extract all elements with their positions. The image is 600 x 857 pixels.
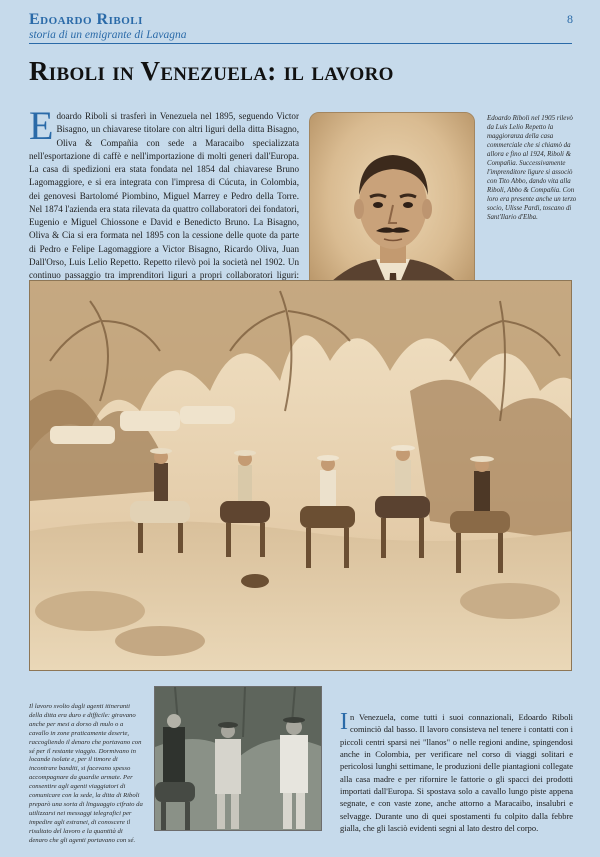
header-divider bbox=[29, 43, 572, 44]
agents-caption: Il lavoro svolto dagli agenti itineranti della ditta era duro e difficile: giravano anche per mesi a dorso di mulo o a cavallo in zone praticamente deserte, raccogliendo il denaro che portavano con sé per il restante viaggio. Dormivano in locande isolate e, per il timore di incontrare banditi, si facevano spesso accompagnare da guardie armate. Per consentire agli agenti viaggiatori di comunicare con la sede, la ditta di Riboli preparò una sorta di linguaggio cifrato da utilizzarsi nei messaggi telegrafici per impedire agli estranei, di conoscere il risultato del lavoro e la quantità di denaro che gli agenti portavano con sé. bbox=[29, 703, 143, 844]
jungle-group-illustration bbox=[155, 687, 322, 831]
venezuela-dropcap: I bbox=[340, 709, 348, 735]
intro-dropcap: E bbox=[29, 103, 54, 148]
portrait-caption: Edoardo Riboli nel 1905 rilevò da Luis Lelio Repetto la maggioranza della casa commerciale che si chiamò da allora e fino al 1924, Riboli & Compañia. Successivamente l'imprenditore ligure si associò con Tito Abbo, dando vita alla Riboli, Abbo & Compañia. Con loro era presente anche un terzo socio, Ulisse Pardi, toscano di Sant'Ilario d'Elba. bbox=[487, 115, 577, 221]
page-number: 8 bbox=[567, 12, 573, 26]
venezuela-text: n Venezuela, come tutti i suoi connazionali, Edoardo Riboli cominciò dal basso. Il lavoro consisteva nel tenere i contatti con i piccoli centri sparsi nei "llanos" o nelle regioni andine, spingendosi anche in Colombia, per verificare nel corso di viaggi solitari e pericolosi lunghi settimane, le produzioni delle piantagioni collegate alla casa madre e per rifornire le fattorie o gli spacci dei prodotti importati dall'Europa. Si spostava solo a cavallo lungo piste appena segnate, e con vaste zone, anche attorno a Maracaibo, insalubri e selvagge. Durante uno di quei spostamenti fu colpito dalla febbre gialla, che gli lasciò evidenti segni al lato destro del corpo. bbox=[340, 712, 573, 834]
intro-text: doardo Riboli si trasferì in Venezuela nel 1895, seguendo Victor Bisagno, un chiavarese titolare con altri liguri della ditta Bisagno, Oliva & Compañia con sede a Maracaibo specializzata nell'esportazione di caffè e nell'importazione di molti generi dall'Europa. La casa di spedizioni era stata fondata nel 1854 dal chiavarese Bruno Lagomaggiore, e si era integrata con l'impresa di Cúcuta, in Colombia, dei genovesi Bartolomé Piombino, Miguel Marrey e Pedro della Torre. Nel 1874 l'azienda era stata rilevata da quattro collaboratori dei fondatori, Eugenio e Miguel Chiossone e David e Benedicto Bruno. La Bisagno, Oliva & Cia si era formata nel 1895 con la cessione delle quote da parte di Pedro e Felipe Lagomaggiore a Victor Bisagno, Ricardo Oliva, Juan Dall'Orso, Luis Lelio Repetto. Repetto rilevò poi la società nel 1902. Un continuo passaggio tra imprenditori liguri a propri collaboratori liguri: bbox=[29, 111, 299, 280]
jungle-group-photo bbox=[154, 686, 322, 831]
series-title: Edoardo Riboli bbox=[29, 11, 143, 28]
mule-caravan-photo bbox=[29, 280, 572, 671]
series-subtitle: storia di un emigrante di Lavagna bbox=[29, 29, 187, 41]
intro-paragraph bbox=[29, 103, 299, 309]
caravan-illustration bbox=[30, 281, 572, 671]
venezuela-paragraph bbox=[340, 711, 573, 834]
page-title: Riboli in Venezuela: il lavoro bbox=[29, 56, 394, 86]
